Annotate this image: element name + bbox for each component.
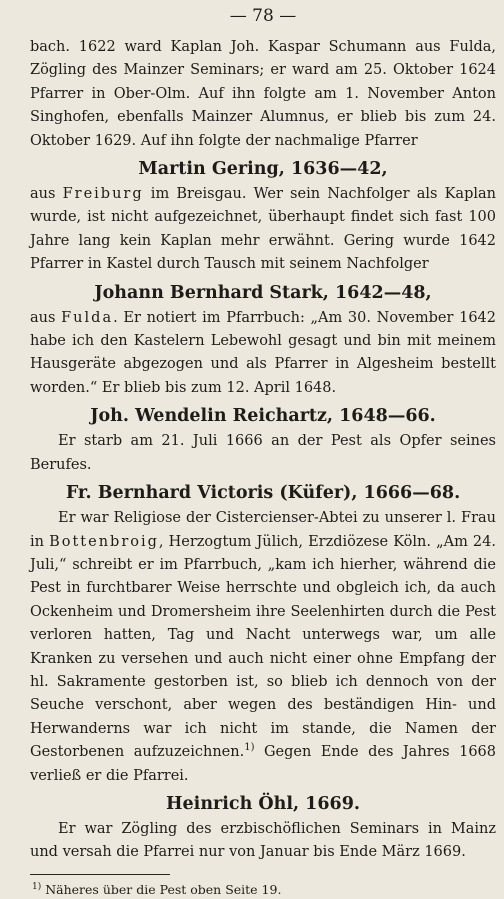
footnote-text: Näheres über die Pest oben Seite 19. [41,881,282,897]
paragraph-victoris-lead: Er war Religiose der Cistercienser-Abtei zu unserer l. Frau in [30,510,496,550]
place-fulda: Fulda [61,309,114,326]
heading-johann-bernhard-stark: Johann Bernhard Stark, 1642—48, [94,282,432,303]
footnote-number: 1) [32,881,42,892]
heading-bernhard-victoris: Fr. Bernhard Victoris (Küfer), 1666—68. [65,483,461,504]
paragraph-reichartz: Er starb am 21. Juli 1666 an der Pest als Opfer seines Berufes. [30,433,496,473]
paragraph-victoris [30,507,496,788]
paragraph-gering-rest: im Breisgau. Wer sein Nachfolger als Kaplan wurde, ist nicht aufgezeichnet, überhaupt findet sich fast 100 Jahre lang kein Kaplan mehr erwähnt. Gering wurde 1642 Pfarrer in Kastel durch Tausch mit seinem Nachfolger [30,186,496,273]
page-number: — 78 — [229,6,297,26]
paragraph-oehl: Er war Zögling des erzbischöflichen Seminars in Mainz und versah die Pfarrei nur von Januar bis Ende März 1669. [30,820,496,861]
footnote-marker[interactable]: 1) [244,742,255,754]
heading-martin-gering: Martin Gering, 1636—42, [138,159,388,180]
paragraph-stark [30,307,496,401]
place-freiburg: Freiburg [62,186,144,203]
paragraph-stark-rest: . Er notiert im Pfarrbuch: „Am 30. November 1642 habe ich den Kastelern Lebewohl gesagt und bin mit meinem Hausgeräte abgezogen und als Pfarrer in Algesheim bestellt worden.“ Er blieb bis zum 12. April 1648. [30,309,496,396]
footnote [30,881,496,899]
paragraph-victoris-rest: , Herzogtum Jülich, Erzdiözese Köln. „Am 24. Juli,“ schreibt er im Pfarrbuch, „kam ich hierher, während die Pest in furchtbarer Weise herrschte und obgleich ich, da auch Ockenheim und Dromersheim ihre Seelenhirten durch die Pest verloren hatten, Tag und Nacht unterwegs war, um alle Kranken zu versehen und auch nicht einer ohne Empfang der hl. Sakramente gestorben ist, so blieb ich dennoch von der Seuche verschont, aber wegen des beständigen Hin- und Herwanderns war ich nicht im stande, die Namen der Gestorbenen aufzuzeichnen. [30,533,496,761]
place-bottenbroig: Bottenbroig [49,533,159,550]
paragraph-continuation: bach. 1622 ward Kaplan Joh. Kaspar Schumann aus Fulda, Zögling des Mainzer Seminars; er ward am 25. Oktober 1624 Pfarrer in Ober-Olm. Auf ihn folgte am 1. November Anton Singhofen, ebenfalls Mainzer Alumnus, er blieb bis zum 24. Oktober 1629. Auf ihn folgte der nachmalige Pfarrer [30,39,496,149]
paragraph-victoris-tail: Gegen Ende des Jahres 1668 verließ er die Pfarrei. [30,744,496,784]
heading-wendelin-reichartz: Joh. Wendelin Reichartz, 1648—66. [90,406,436,427]
paragraph-gering [30,183,496,277]
footnote-divider [30,874,170,875]
paragraph-stark-lead: aus [30,309,62,326]
paragraph-gering-lead: aus [30,186,63,203]
heading-heinrich-oehl: Heinrich Öhl, 1669. [166,793,360,814]
